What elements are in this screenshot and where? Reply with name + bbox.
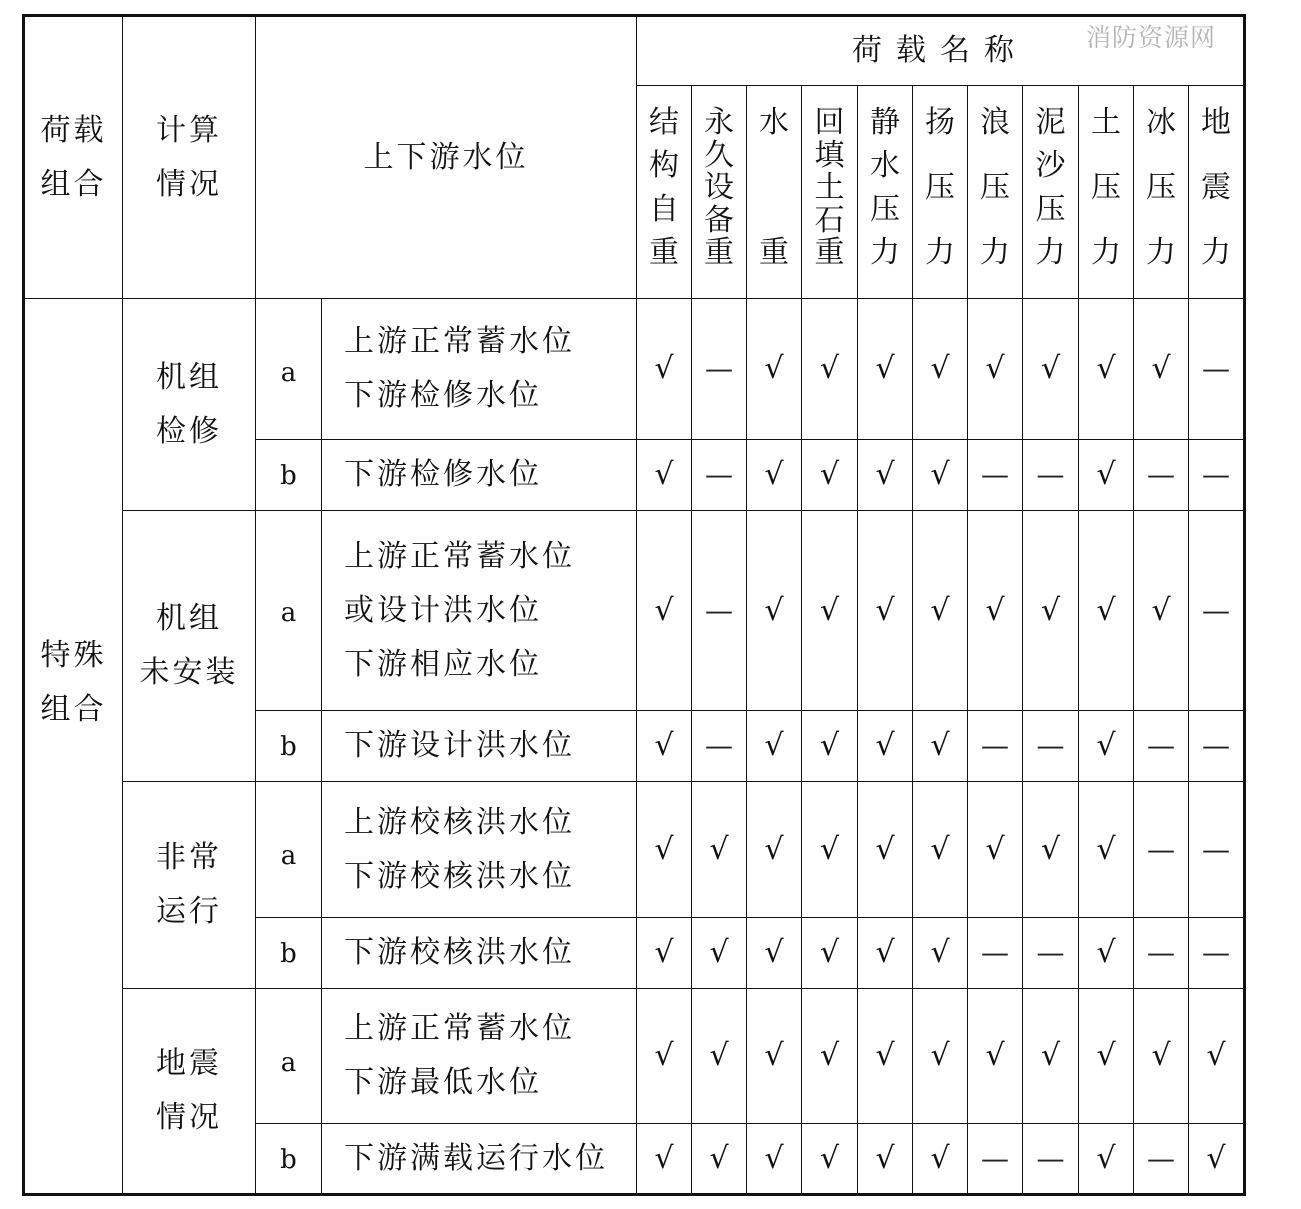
table-row [24, 989, 1245, 1124]
check-mark: √ [1079, 1124, 1134, 1195]
check-mark: √ [802, 299, 858, 440]
check-mark: √ [802, 440, 858, 511]
dash-mark: — [1023, 711, 1079, 782]
dash-mark: — [692, 440, 747, 511]
check-mark: √ [637, 989, 692, 1124]
watermark: 消防资源网 [1086, 23, 1217, 52]
header-load-name [637, 16, 1245, 86]
table-row [24, 782, 1245, 918]
check-mark: √ [1023, 782, 1079, 918]
case-cell [123, 299, 256, 511]
column-header-label: 地 震 力 [1201, 105, 1231, 270]
check-mark: √ [747, 440, 802, 511]
check-mark: √ [858, 918, 913, 989]
check-mark: √ [858, 440, 913, 511]
column-header-11 [1189, 86, 1245, 299]
check-mark: √ [913, 299, 968, 440]
check-mark: √ [858, 989, 913, 1124]
water-level-cell: 下游校核洪水位 [322, 918, 637, 989]
header-load-name-label: 荷载名称 [852, 33, 1028, 68]
water-level-cell: 上游校核洪水位 下游校核洪水位 [322, 782, 637, 918]
sub-case-label: a [280, 1048, 297, 1078]
check-mark: √ [1189, 989, 1245, 1124]
sub-case-label: a [280, 841, 297, 871]
case-cell [123, 782, 256, 989]
column-header-3 [747, 86, 802, 299]
column-header-label: 静 水 压 力 [870, 105, 900, 270]
header-water-level-label: 上下游水位 [363, 139, 529, 175]
check-mark: √ [858, 782, 913, 918]
table-row [24, 299, 1245, 440]
check-mark: √ [747, 1124, 802, 1195]
load-combination-table [22, 14, 1246, 1196]
check-mark: √ [802, 989, 858, 1124]
check-mark: √ [637, 782, 692, 918]
dash-mark: — [1189, 711, 1245, 782]
check-mark: √ [968, 299, 1023, 440]
check-mark: √ [1134, 299, 1189, 440]
column-header-9 [1079, 86, 1134, 299]
sub-case-label: b [280, 939, 297, 969]
water-level-cell: 上游正常蓄水位 下游检修水位 [322, 299, 637, 440]
column-header-label: 土 压 力 [1091, 105, 1121, 270]
sub-case-cell [256, 511, 322, 711]
check-mark: √ [1023, 989, 1079, 1124]
column-header-2 [692, 86, 747, 299]
case-label: 机组 检修 [156, 359, 222, 449]
check-mark: √ [1023, 299, 1079, 440]
check-mark: √ [1079, 711, 1134, 782]
check-mark: √ [1134, 989, 1189, 1124]
check-mark: √ [913, 1124, 968, 1195]
check-mark: √ [692, 1124, 747, 1195]
column-header-7 [968, 86, 1023, 299]
column-header-label: 水 重 [759, 105, 789, 270]
dash-mark: — [1189, 511, 1245, 711]
case-cell [123, 989, 256, 1195]
check-mark: √ [692, 918, 747, 989]
check-mark: √ [1079, 918, 1134, 989]
header-calc-case-label: 计算 情况 [156, 112, 222, 202]
dash-mark: — [692, 711, 747, 782]
dash-mark: — [1023, 918, 1079, 989]
check-mark: √ [637, 299, 692, 440]
dash-mark: — [1023, 440, 1079, 511]
check-mark: √ [1079, 440, 1134, 511]
water-level-cell: 上游正常蓄水位 或设计洪水位 下游相应水位 [322, 511, 637, 711]
check-mark: √ [637, 1124, 692, 1195]
column-header-label: 浪 压 力 [980, 105, 1010, 270]
column-header-10 [1134, 86, 1189, 299]
case-label: 地震 情况 [156, 1046, 222, 1135]
dash-mark: — [968, 711, 1023, 782]
check-mark: √ [1079, 511, 1134, 711]
sub-case-label: b [280, 732, 297, 762]
check-mark: √ [747, 918, 802, 989]
sub-case-cell [256, 1124, 322, 1195]
check-mark: √ [1079, 299, 1134, 440]
check-mark: √ [913, 782, 968, 918]
check-mark: √ [858, 1124, 913, 1195]
check-mark: √ [637, 511, 692, 711]
dash-mark: — [1189, 782, 1245, 918]
check-mark: √ [692, 989, 747, 1124]
header-water-level [256, 16, 637, 299]
check-mark: √ [802, 711, 858, 782]
column-header-4 [802, 86, 858, 299]
check-mark: √ [858, 299, 913, 440]
dash-mark: — [1134, 711, 1189, 782]
check-mark: √ [747, 782, 802, 918]
check-mark: √ [858, 511, 913, 711]
table-row [24, 511, 1245, 711]
column-header-6 [913, 86, 968, 299]
check-mark: √ [913, 440, 968, 511]
check-mark: √ [1023, 511, 1079, 711]
dash-mark: — [692, 299, 747, 440]
check-mark: √ [913, 918, 968, 989]
check-mark: √ [913, 711, 968, 782]
sub-case-cell [256, 711, 322, 782]
sub-case-cell [256, 918, 322, 989]
sub-case-label: a [280, 598, 297, 628]
dash-mark: — [968, 918, 1023, 989]
sub-case-label: a [280, 358, 297, 388]
check-mark: √ [747, 299, 802, 440]
case-label: 机组 未安装 [139, 601, 239, 690]
dash-mark: — [1134, 782, 1189, 918]
water-level-cell: 下游满载运行水位 [322, 1124, 637, 1195]
dash-mark: — [968, 440, 1023, 511]
dash-mark: — [1134, 440, 1189, 511]
column-header-label: 冰 压 力 [1146, 105, 1176, 270]
dash-mark: — [1134, 918, 1189, 989]
column-header-label: 扬 压 力 [925, 105, 955, 270]
column-header-8 [1023, 86, 1079, 299]
check-mark: √ [637, 440, 692, 511]
header-load-combination [24, 16, 123, 299]
check-mark: √ [1189, 1124, 1245, 1195]
sub-case-label: b [280, 461, 297, 491]
check-mark: √ [802, 511, 858, 711]
column-header-label: 泥 沙 压 力 [1035, 105, 1066, 270]
check-mark: √ [858, 711, 913, 782]
check-mark: √ [1079, 782, 1134, 918]
dash-mark: — [968, 1124, 1023, 1195]
case-label: 非常 运行 [156, 840, 222, 929]
column-header-5 [858, 86, 913, 299]
column-header-1 [637, 86, 692, 299]
combo-label: 特殊 组合 [40, 638, 107, 727]
check-mark: √ [802, 918, 858, 989]
case-cell [123, 511, 256, 782]
sub-case-cell [256, 299, 322, 440]
header-calc-case [123, 16, 256, 299]
column-header-label: 永 久 设 备 重 [704, 105, 734, 270]
water-level-cell: 下游设计洪水位 [322, 711, 637, 782]
column-header-label: 结 构 自 重 [649, 105, 679, 270]
check-mark: √ [968, 782, 1023, 918]
check-mark: √ [968, 989, 1023, 1124]
check-mark: √ [637, 918, 692, 989]
check-mark: √ [637, 711, 692, 782]
check-mark: √ [747, 989, 802, 1124]
check-mark: √ [1079, 989, 1134, 1124]
check-mark: √ [802, 1124, 858, 1195]
check-mark: √ [692, 782, 747, 918]
dash-mark: — [1189, 918, 1245, 989]
water-level-cell: 下游检修水位 [322, 440, 637, 511]
dash-mark: — [1134, 1124, 1189, 1195]
dash-mark: — [1189, 440, 1245, 511]
sub-case-cell [256, 989, 322, 1124]
sub-case-cell [256, 782, 322, 918]
dash-mark: — [692, 511, 747, 711]
column-header-label: 回 填 土 石 重 [814, 105, 845, 270]
check-mark: √ [802, 782, 858, 918]
check-mark: √ [1134, 511, 1189, 711]
check-mark: √ [913, 511, 968, 711]
dash-mark: — [1189, 299, 1245, 440]
check-mark: √ [747, 511, 802, 711]
check-mark: √ [968, 511, 1023, 711]
check-mark: √ [747, 711, 802, 782]
sub-case-cell [256, 440, 322, 511]
sub-case-label: b [280, 1144, 297, 1175]
combo-cell [24, 299, 123, 1195]
check-mark: √ [913, 989, 968, 1124]
header-load-combination-label: 荷载 组合 [40, 112, 107, 202]
water-level-cell: 上游正常蓄水位 下游最低水位 [322, 989, 637, 1124]
dash-mark: — [1023, 1124, 1079, 1195]
